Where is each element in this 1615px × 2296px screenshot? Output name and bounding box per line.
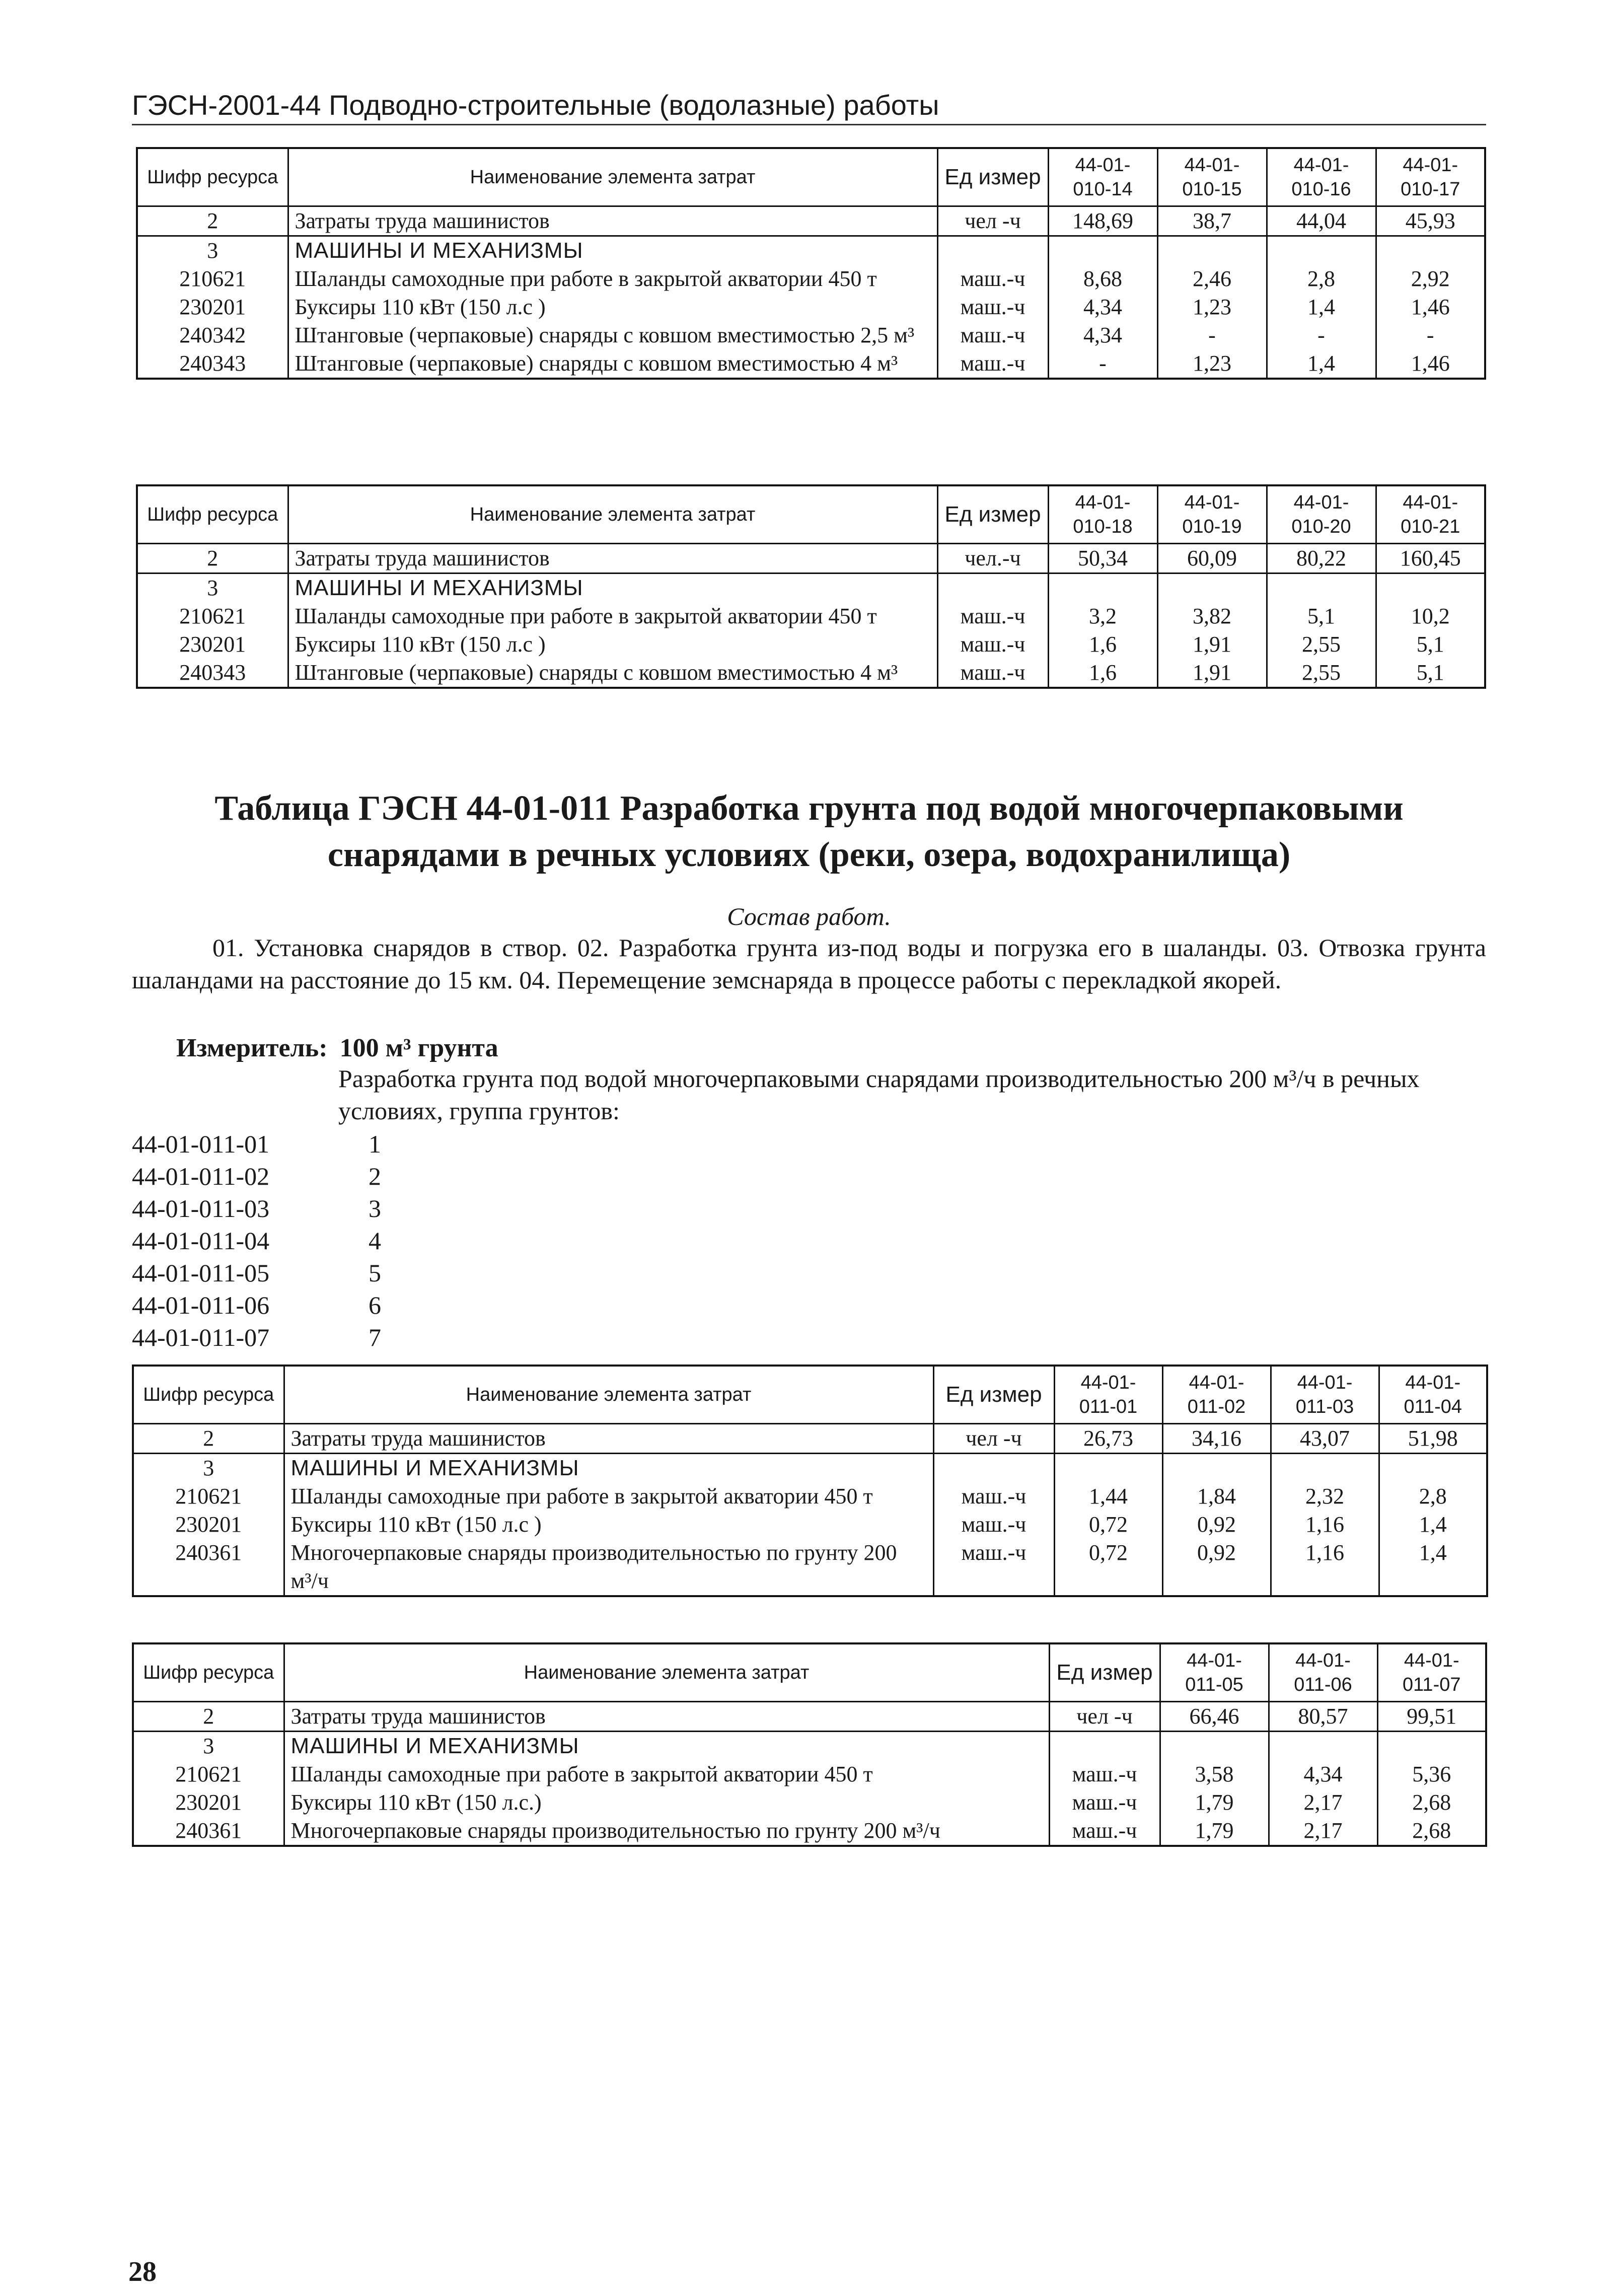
resource-value [1048,236,1157,265]
col-header-unit: Ед измер [937,485,1048,544]
resource-name: Шаланды самоходные при работе в закрытой акватории 450 т [288,265,937,293]
norm-code: 44-01-011-07 [132,1323,270,1351]
code-list-item [132,1225,381,1257]
resource-unit: маш.-ч [1049,1817,1160,1846]
resource-name: Штанговые (черпаковые) снаряды с ковшом вместимостью 4 м³ [288,349,937,379]
resource-unit: маш.-ч [937,602,1048,630]
table-row [133,1817,1486,1846]
resource-name: Штанговые (черпаковые) снаряды с ковшом вместимостью 4 м³ [288,659,937,688]
resource-value [1376,236,1485,265]
resource-value [1379,1454,1487,1483]
resource-name: Многочерпаковые снаряды производительностью по грунту 200 м³/ч [284,1539,933,1596]
code-list-item [132,1160,381,1192]
resource-value: 2,8 [1379,1482,1487,1511]
resource-name: Затраты труда машинистов [288,544,937,573]
resource-table-011-05-07 [132,1642,1487,1847]
resource-code: 2 [133,1424,284,1454]
resource-value [1271,1454,1379,1483]
resource-value: 1,4 [1379,1511,1487,1539]
resource-value [1269,1732,1377,1761]
resource-value [1048,573,1157,603]
table-header-row [137,485,1485,544]
soil-group: 1 [369,1130,381,1158]
resource-name: Шаланды самоходные при работе в закрытой акватории 450 т [284,1482,933,1511]
resource-value: - [1376,321,1485,349]
measure-value: 100 м³ грунта [339,1034,498,1062]
resource-value: 2,92 [1376,265,1485,293]
resource-value: 34,16 [1162,1424,1271,1454]
resource-value: 2,17 [1269,1788,1377,1817]
table-row [137,573,1485,603]
resource-unit: маш.-ч [937,630,1048,659]
resource-unit [1049,1732,1160,1761]
col-header-code: Шифр ресурса [137,148,288,206]
resource-unit: маш.-ч [937,321,1048,349]
resource-code: 230201 [133,1788,284,1817]
resource-unit: маш.-ч [1049,1760,1160,1788]
resource-value: 1,16 [1271,1539,1379,1596]
norm-code: 44-01-011-01 [132,1130,270,1158]
resource-value: 1,4 [1267,349,1376,379]
soil-group: 7 [369,1323,381,1351]
resource-value [1376,573,1485,603]
col-header-norm: 44-01- 011-02 [1162,1366,1271,1424]
col-header-norm: 44-01- 011-06 [1269,1643,1377,1702]
resource-code: 2 [137,206,288,236]
resource-name: МАШИНЫ И МЕХАНИЗМЫ [284,1454,933,1483]
resource-value: 5,1 [1267,602,1376,630]
resource-code: 240343 [137,349,288,379]
soil-group: 4 [369,1227,381,1255]
norm-code: 44-01-011-06 [132,1291,270,1319]
resource-value: 80,22 [1267,544,1376,573]
resource-value: 1,4 [1267,293,1376,321]
resource-value: 1,46 [1376,349,1485,379]
table-row [137,349,1485,379]
resource-name: Затраты труда машинистов [284,1424,933,1454]
resource-value: 0,92 [1162,1511,1271,1539]
table-header-row [137,148,1485,206]
code-list-item [132,1289,381,1321]
resource-name: Буксиры 110 кВт (150 л.с ) [284,1511,933,1539]
resource-unit: маш.-ч [937,349,1048,379]
resource-value [1162,1454,1271,1483]
soil-group: 5 [369,1259,381,1287]
resource-value: 26,73 [1054,1424,1162,1454]
norm-code: 44-01-011-03 [132,1194,270,1223]
code-list [132,1128,381,1353]
col-header-norm: 44-01- 010-20 [1267,485,1376,544]
resource-code: 3 [133,1454,284,1483]
resource-value: 80,57 [1269,1702,1377,1732]
table-row [133,1454,1487,1483]
resource-value: 1,23 [1157,349,1267,379]
resource-value: 3,82 [1157,602,1267,630]
col-header-norm: 44-01- 011-01 [1054,1366,1162,1424]
resource-value: 3,58 [1160,1760,1269,1788]
resource-value: 38,7 [1157,206,1267,236]
resource-unit: маш.-ч [937,265,1048,293]
resource-value: 1,46 [1376,293,1485,321]
resource-value: 1,4 [1379,1539,1487,1596]
resource-name: Буксиры 110 кВт (150 л.с ) [288,630,937,659]
resource-code: 240342 [137,321,288,349]
code-list-item [132,1192,381,1225]
resource-name: МАШИНЫ И МЕХАНИЗМЫ [288,573,937,603]
resource-unit: чел -ч [1049,1702,1160,1732]
composition-text: 01. Установка снарядов в створ. 02. Разработка грунта из-под воды и погрузка его в шаланды. 03. Отвозка грунта шаландами на расстояние до 15 км. 04. Перемещение земснаряда в процессе работы с перекладкой якорей. [132,934,1486,994]
resource-value: 43,07 [1271,1424,1379,1454]
resource-unit [937,573,1048,603]
resource-unit: маш.-ч [933,1482,1054,1511]
resource-value: 4,34 [1048,293,1157,321]
resource-code: 210621 [137,265,288,293]
soil-group: 3 [369,1194,381,1223]
table-row [137,293,1485,321]
table-row [137,206,1485,236]
col-header-name: Наименование элемента затрат [284,1366,933,1424]
table-row [137,544,1485,573]
resource-value: 99,51 [1377,1702,1486,1732]
resource-code: 230201 [137,630,288,659]
resource-unit: маш.-ч [937,659,1048,688]
resource-name: Затраты труда машинистов [284,1702,1049,1732]
resource-value: 2,55 [1267,630,1376,659]
resource-value: 60,09 [1157,544,1267,573]
resource-value: 1,84 [1162,1482,1271,1511]
resource-unit: маш.-ч [933,1511,1054,1539]
table-row [137,321,1485,349]
resource-code: 210621 [133,1482,284,1511]
resource-value: 4,34 [1048,321,1157,349]
resource-name: Штанговые (черпаковые) снаряды с ковшом вместимостью 2,5 м³ [288,321,937,349]
resource-value: 1,79 [1160,1788,1269,1817]
resource-value: 50,34 [1048,544,1157,573]
resource-code: 210621 [133,1760,284,1788]
resource-name: МАШИНЫ И МЕХАНИЗМЫ [284,1732,1049,1761]
resource-value: 1,79 [1160,1817,1269,1846]
col-header-code: Шифр ресурса [133,1366,284,1424]
resource-value [1377,1732,1486,1761]
resource-unit: чел -ч [937,206,1048,236]
table-header-row [133,1643,1486,1702]
resource-value: 2,68 [1377,1817,1486,1846]
resource-unit: маш.-ч [937,293,1048,321]
table-row [133,1511,1487,1539]
col-header-name: Наименование элемента затрат [284,1643,1049,1702]
resource-value [1157,573,1267,603]
resource-name: Затраты труда машинистов [288,206,937,236]
composition-label: Состав работ. [727,902,891,930]
col-header-norm: 44-01- 010-21 [1376,485,1485,544]
resource-value: 148,69 [1048,206,1157,236]
resource-unit: чел.-ч [937,544,1048,573]
resource-name: Буксиры 110 кВт (150 л.с.) [284,1788,1049,1817]
resource-unit: маш.-ч [933,1539,1054,1596]
resource-value: 10,2 [1376,602,1485,630]
col-header-norm: 44-01- 011-03 [1271,1366,1379,1424]
resource-name: МАШИНЫ И МЕХАНИЗМЫ [288,236,937,265]
table-row [133,1482,1487,1511]
resource-code: 240343 [137,659,288,688]
measure-label: Измеритель: [176,1034,328,1062]
resource-value: 2,8 [1267,265,1376,293]
code-list-item [132,1128,381,1160]
col-header-norm: 44-01- 010-16 [1267,148,1376,206]
col-header-norm: 44-01- 010-15 [1157,148,1267,206]
resource-code: 3 [137,573,288,603]
col-header-norm: 44-01- 010-19 [1157,485,1267,544]
col-header-name: Наименование элемента затрат [288,485,937,544]
table-row [137,602,1485,630]
resource-name: Многочерпаковые снаряды производительностью по грунту 200 м³/ч [284,1817,1049,1846]
resource-value: 2,68 [1377,1788,1486,1817]
work-description: Разработка грунта под водой многочерпаковыми снарядами производительностью 200 м³/ч в речных условиях, группа грунтов: [338,1064,1420,1125]
table-header-row [133,1366,1487,1424]
resource-value: 160,45 [1376,544,1485,573]
table-row [133,1702,1486,1732]
resource-value: 1,91 [1157,630,1267,659]
resource-table-011-01-04 [132,1365,1488,1597]
resource-value: 1,44 [1054,1482,1162,1511]
resource-table-010-14-17 [136,147,1486,380]
resource-code: 240361 [133,1539,284,1596]
col-header-norm: 44-01- 011-05 [1160,1643,1269,1702]
resource-value: 2,17 [1269,1817,1377,1846]
resource-value: 0,92 [1162,1539,1271,1596]
resource-unit: маш.-ч [1049,1788,1160,1817]
table-row [133,1788,1486,1817]
resource-code: 2 [133,1702,284,1732]
resource-value: 2,46 [1157,265,1267,293]
resource-name: Шаланды самоходные при работе в закрытой акватории 450 т [288,602,937,630]
resource-value: 5,1 [1376,659,1485,688]
page-number: 28 [128,2256,157,2287]
resource-value: - [1267,321,1376,349]
resource-value: - [1048,349,1157,379]
resource-value [1157,236,1267,265]
table-row [133,1732,1486,1761]
soil-group: 6 [369,1291,381,1319]
resource-value: 0,72 [1054,1511,1162,1539]
resource-value [1267,573,1376,603]
section-title: Таблица ГЭСН 44-01-011 Разработка грунта под водой многочерпаковыми снарядами в речных условиях (реки, озера, водохранилища) [214,789,1404,874]
resource-value: 45,93 [1376,206,1485,236]
code-list-item [132,1257,381,1289]
measure-line [176,1032,498,1064]
resource-value: 5,1 [1376,630,1485,659]
soil-group: 2 [369,1162,381,1190]
resource-value: 3,2 [1048,602,1157,630]
resource-code: 3 [137,236,288,265]
resource-value: 8,68 [1048,265,1157,293]
resource-unit [933,1454,1054,1483]
resource-code: 240361 [133,1817,284,1846]
col-header-name: Наименование элемента затрат [288,148,937,206]
resource-name: Шаланды самоходные при работе в закрытой акватории 450 т [284,1760,1049,1788]
resource-value: 44,04 [1267,206,1376,236]
col-header-norm: 44-01- 011-07 [1377,1643,1486,1702]
resource-unit [937,236,1048,265]
resource-value: 2,55 [1267,659,1376,688]
resource-code: 230201 [133,1511,284,1539]
table-row [133,1539,1487,1596]
table-row [137,265,1485,293]
norm-code: 44-01-011-04 [132,1227,270,1255]
code-list-item [132,1321,381,1353]
resource-value: 0,72 [1054,1539,1162,1596]
resource-value: 2,32 [1271,1482,1379,1511]
col-header-norm: 44-01- 011-04 [1379,1366,1487,1424]
resource-value: 4,34 [1269,1760,1377,1788]
resource-value: - [1157,321,1267,349]
col-header-code: Шифр ресурса [133,1643,284,1702]
table-row [133,1760,1486,1788]
resource-value: 1,6 [1048,630,1157,659]
resource-value: 51,98 [1379,1424,1487,1454]
col-header-unit: Ед измер [937,148,1048,206]
resource-value: 5,36 [1377,1760,1486,1788]
table-row [137,630,1485,659]
resource-code: 3 [133,1732,284,1761]
resource-unit: чел -ч [933,1424,1054,1454]
col-header-unit: Ед измер [933,1366,1054,1424]
resource-value [1160,1732,1269,1761]
resource-code: 2 [137,544,288,573]
norm-code: 44-01-011-02 [132,1162,270,1190]
col-header-code: Шифр ресурса [137,485,288,544]
resource-value: 1,16 [1271,1511,1379,1539]
resource-value: 1,6 [1048,659,1157,688]
resource-table-010-18-21 [136,484,1486,689]
norm-code: 44-01-011-05 [132,1259,270,1287]
resource-code: 210621 [137,602,288,630]
resource-value [1054,1454,1162,1483]
table-row [133,1424,1487,1454]
resource-value [1267,236,1376,265]
col-header-unit: Ед измер [1049,1643,1160,1702]
resource-name: Буксиры 110 кВт (150 л.с ) [288,293,937,321]
resource-code: 230201 [137,293,288,321]
col-header-norm: 44-01- 010-17 [1376,148,1485,206]
page-header: ГЭСН-2001-44 Подводно-строительные (водолазные) работы [132,88,1486,125]
resource-value: 1,91 [1157,659,1267,688]
col-header-norm: 44-01- 010-14 [1048,148,1157,206]
resource-value: 1,23 [1157,293,1267,321]
table-row [137,659,1485,688]
col-header-norm: 44-01- 010-18 [1048,485,1157,544]
resource-value: 66,46 [1160,1702,1269,1732]
table-row [137,236,1485,265]
